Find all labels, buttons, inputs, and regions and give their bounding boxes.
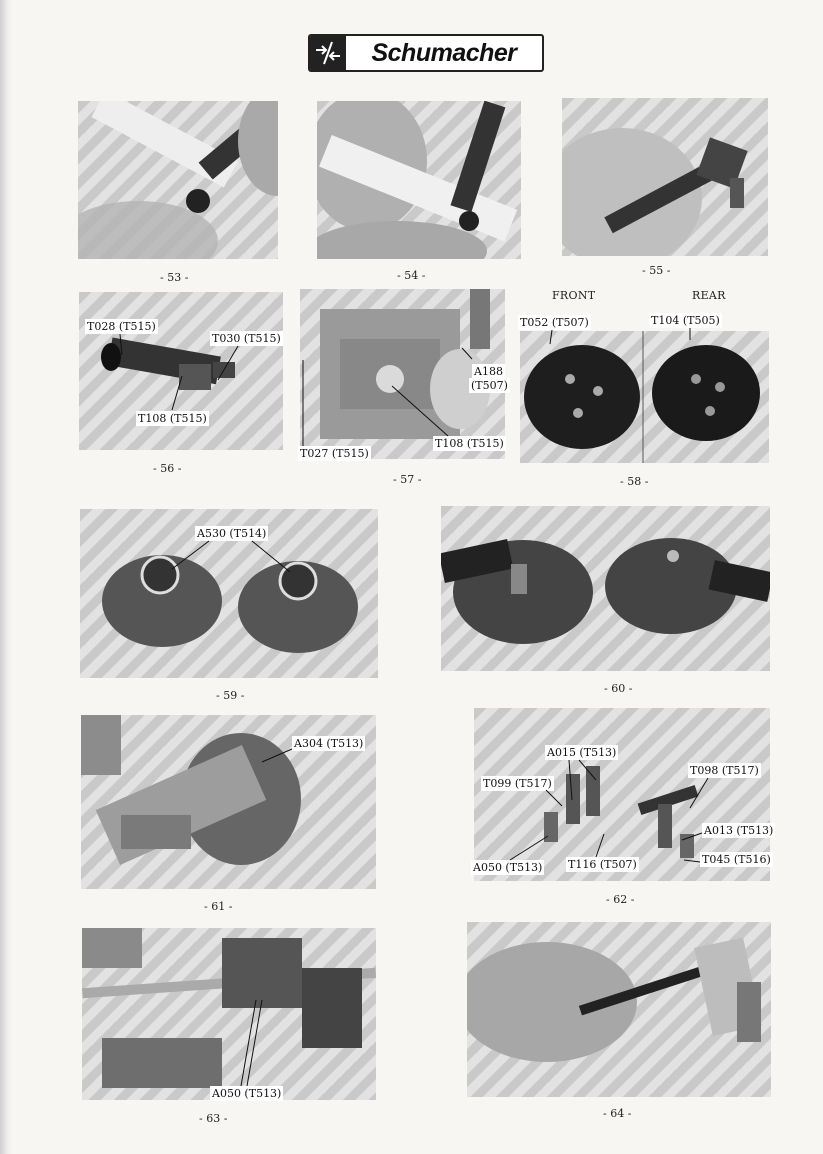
caption-56: - 56 - <box>153 462 182 475</box>
photo-64 <box>467 922 771 1097</box>
label-62-a013: A013 (T513) <box>704 824 774 837</box>
photo-56 <box>79 292 283 450</box>
label-58-t104: T104 (T505) <box>651 314 720 327</box>
caption-53: - 53 - <box>160 271 189 284</box>
caption-59: - 59 - <box>216 689 245 702</box>
label-62-a015: A015 (T513) <box>547 746 617 759</box>
caption-62: - 62 - <box>606 893 635 906</box>
photo-53 <box>78 101 278 259</box>
heading-front: FRONT <box>552 289 596 302</box>
label-56-t030: T030 (T515) <box>212 332 281 345</box>
label-56-t108: T108 (T515) <box>138 412 207 425</box>
heading-rear: REAR <box>692 289 726 302</box>
caption-60: - 60 - <box>604 682 633 695</box>
caption-61: - 61 - <box>204 900 233 913</box>
label-57-t108: T108 (T515) <box>435 437 504 450</box>
caption-63: - 63 - <box>199 1112 228 1125</box>
photo-54 <box>317 101 521 259</box>
label-57-t027: T027 (T515) <box>300 447 369 460</box>
label-62-t116: T116 (T507) <box>568 858 637 871</box>
photo-60 <box>441 506 770 671</box>
label-61-a304: A304 (T513) <box>294 737 364 750</box>
photo-58 <box>520 331 769 463</box>
label-57-t507: (T507) <box>471 379 508 392</box>
logo-mark-icon <box>310 36 346 70</box>
label-62-t099: T099 (T517) <box>483 777 552 790</box>
photo-63 <box>82 928 376 1100</box>
caption-55: - 55 - <box>642 264 671 277</box>
schumacher-logo <box>308 34 544 72</box>
label-62-t098: T098 (T517) <box>690 764 759 777</box>
caption-58: - 58 - <box>620 475 649 488</box>
label-63-a050: A050 (T513) <box>212 1087 282 1100</box>
caption-54: - 54 - <box>397 269 426 282</box>
label-62-t045: T045 (T516) <box>702 853 771 866</box>
caption-64: - 64 - <box>603 1107 632 1120</box>
label-59-a530: A530 (T514) <box>197 527 267 540</box>
label-56-t028: T028 (T515) <box>87 320 156 333</box>
page-binding-edge <box>0 0 12 1154</box>
caption-57: - 57 - <box>393 473 422 486</box>
brand-name: Schumacher <box>371 38 517 67</box>
label-62-a050: A050 (T513) <box>473 861 543 874</box>
photo-55 <box>562 98 768 256</box>
label-58-t052: T052 (T507) <box>520 316 589 329</box>
label-57-a188: A188 <box>474 365 503 378</box>
